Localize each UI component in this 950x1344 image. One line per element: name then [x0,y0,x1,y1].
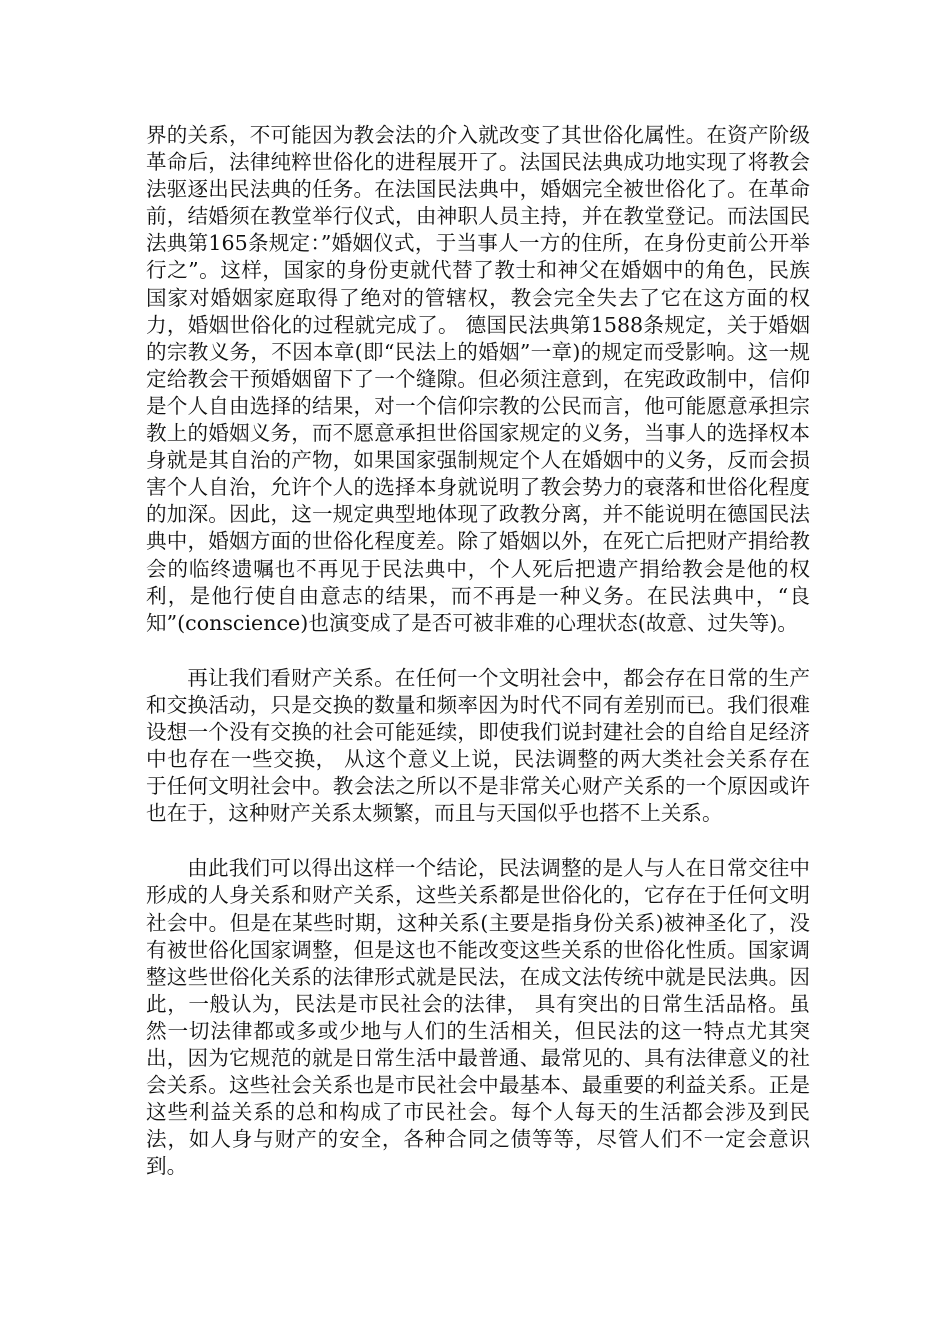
document-page [146,122,810,1180]
paragraph-2: 再让我们看财产关系。在任何一个文明社会中，都会存在日常的生产和交换活动，只是交换的数量和频率因为时代不同有差别而已。我们很难设想一个没有交换的社会可能延续，即使我们说封建社会的自给自足经济中也存在一些交换， 从这个意义上说，民法调整的两大类社会关系存在于任何文明社会中。教会法之所以不是非常关心财产关系的一个原因或许也在于，这种财产关系太频繁，而且与天国似乎也搭不上关系。 [146,665,810,826]
paragraph-3: 由此我们可以得出这样一个结论，民法调整的是人与人在日常交往中形成的人身关系和财产关系，这些关系都是世俗化的，它存在于任何文明社会中。但是在某些时期，这种关系(主要是指身份关系)被神圣化了，没有被世俗化国家调整，但是这也不能改变这些关系的世俗化性质。国家调整这些世俗化关系的法律形式就是民法，在成文法传统中就是民法典。因此，一般认为，民法是市民社会的法律， 具有突出的日常生活品格。虽然一切法律都或多或少地与人们的生活相关，但民法的这一特点尤其突出，因为它规范的就是日常生活中最普通、最常见的、具有法律意义的社会关系。这些社会关系也是市民社会中最基本、最重要的利益关系。正是这些利益关系的总和构成了市民社会。每个人每天的生活都会涉及到民法，如人身与财产的安全，各种合同之债等等，尽管人们不一定会意识到。 [146,856,810,1179]
paragraph-1: 界的关系，不可能因为教会法的介入就改变了其世俗化属性。在资产阶级革命后，法律纯粹世俗化的进程展开了。法国民法典成功地实现了将教会法驱逐出民法典的任务。在法国民法典中，婚姻完全被世俗化了。在革命前，结婚须在教堂举行仪式，由神职人员主持，并在教堂登记。而法国民法典第165条规定：”婚姻仪式，于当事人一方的住所，在身份吏前公开举行之”。这样，国家的身份吏就代替了教士和神父在婚姻中的角色，民族国家对婚姻家庭取得了绝对的管辖权，教会完全失去了它在这方面的权力，婚姻世俗化的过程就完成了。 德国民法典第1588条规定，关于婚姻的宗教义务，不因本章(即“民法上的婚姻”一章)的规定而受影响。这一规定给教会干预婚姻留下了一个缝隙。但必须注意到，在宪政政制中，信仰是个人自由选择的结果，对一个信仰宗教的公民而言，他可能愿意承担宗教上的婚姻义务，而不愿意承担世俗国家规定的义务，当事人的选择权本身就是其自治的产物，如果国家强制规定个人在婚姻中的义务，反而会损害个人自治，允许个人的选择本身就说明了教会势力的衰落和世俗化程度的加深。因此，这一规定典型地体现了政教分离，并不能说明在德国民法典中，婚姻方面的世俗化程度差。除了婚姻以外，在死亡后把财产捐给教会的临终遗嘱也不再见于民法典中，个人死后把遗产捐给教会是他的权利，是他行使自由意志的结果，而不再是一种义务。在民法典中，“良知”(conscience)也演变成了是否可被非难的心理状态(故意、过失等)。 [146,123,810,635]
